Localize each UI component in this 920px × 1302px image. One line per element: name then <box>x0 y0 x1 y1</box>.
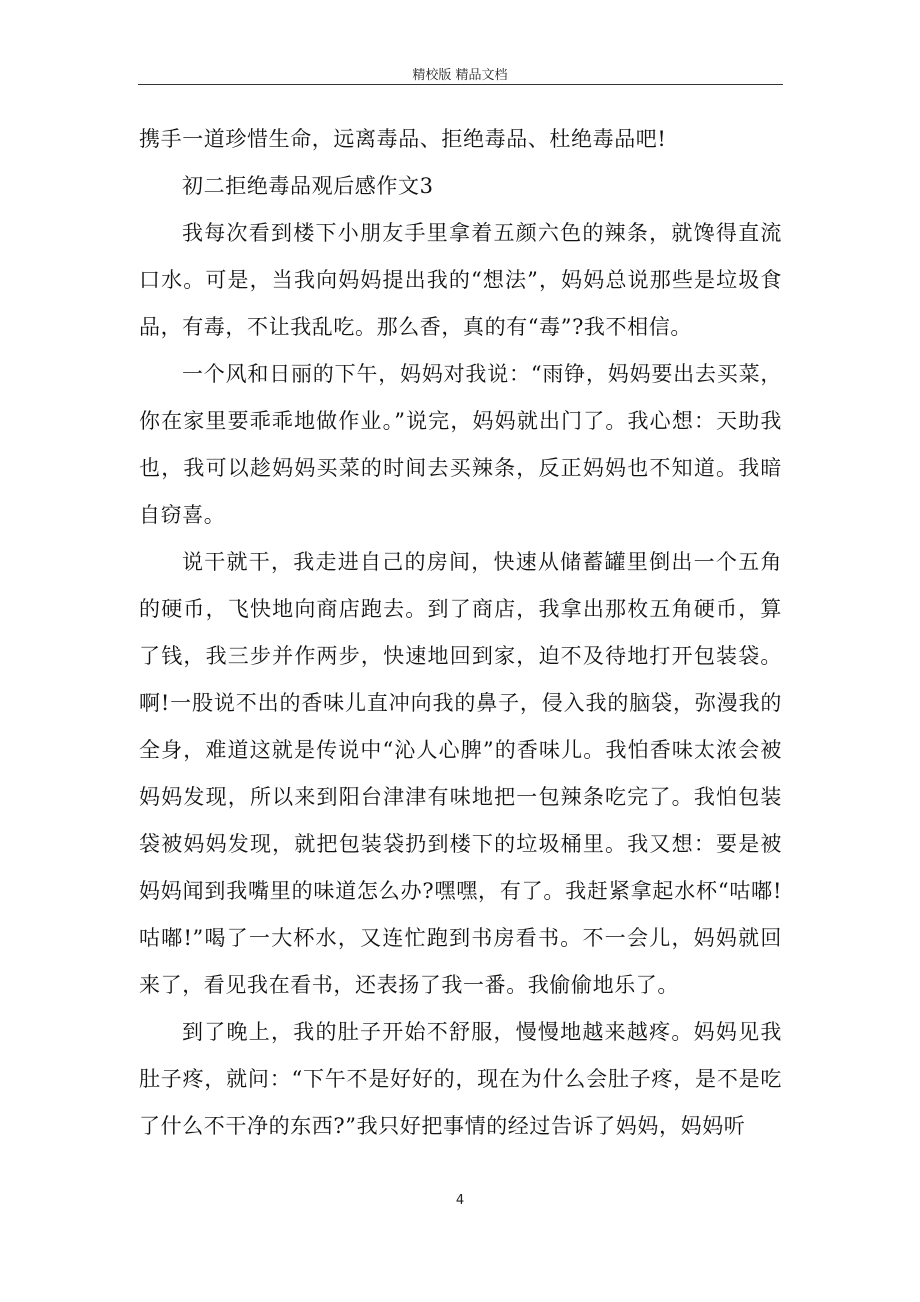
document-body <box>139 116 782 1150</box>
page-header: 精校版 精品文档 <box>412 68 508 83</box>
paragraph-closing-line: 携手一道珍惜生命，远离毒品、拒绝毒品、杜绝毒品吧! <box>139 127 667 151</box>
paragraph: 说干就干，我走进自己的房间，快速从储蓄罐里倒出一个五角的硬币，飞快地向商店跑去。到了商店，我拿出那枚五角硬币，算了钱，我三步并作两步，快速地回到家，迫不及待地打开包装袋。啊!一股说不出的香味儿直冲向我的鼻子，侵入我的脑袋，弥漫我的全身，难道这就是传说中“沁人心脾”的香味儿。我怕香味太浓会被妈妈发现，所以来到阳台津津有味地把一包辣条吃完了。我怕包装袋被妈妈发现，就把包装袋扔到楼下的垃圾桶里。我又想：要是被妈妈闻到我嘴里的味道怎么办?嘿嘿，有了。我赶紧拿起水杯“咕嘟!咕嘟!”喝了一大杯水，又连忙跑到书房看书。不一会儿，妈妈就回来了，看见我在看书，还表扬了我一番。我偷偷地乐了。 <box>139 550 782 997</box>
page-number: 4 <box>455 1193 465 1208</box>
paragraph: 一个风和日丽的下午，妈妈对我说：“雨铮，妈妈要出去买菜，你在家里要乖乖地做作业。”说完，妈妈就出门了。我心想：天助我也，我可以趁妈妈买菜的时间去买辣条，反正妈妈也不知道。我暗自窃喜。 <box>139 362 782 527</box>
paragraph: 我每次看到楼下小朋友手里拿着五颜六色的辣条，就馋得直流口水。可是，当我向妈妈提出我的“想法”，妈妈总说那些是垃圾食品，有毒，不让我乱吃。那么香，真的有“毒”?我不相信。 <box>139 221 782 339</box>
paragraph: 到了晚上，我的肚子开始不舒服，慢慢地越来越疼。妈妈见我肚子疼，就问：“下午不是好好的，现在为什么会肚子疼，是不是吃了什么不干净的东西?”我只好把事情的经过告诉了妈妈，妈妈听 <box>139 1020 782 1138</box>
header-divider <box>138 84 783 85</box>
essay-title: 初二拒绝毒品观后感作文3 <box>182 174 434 198</box>
